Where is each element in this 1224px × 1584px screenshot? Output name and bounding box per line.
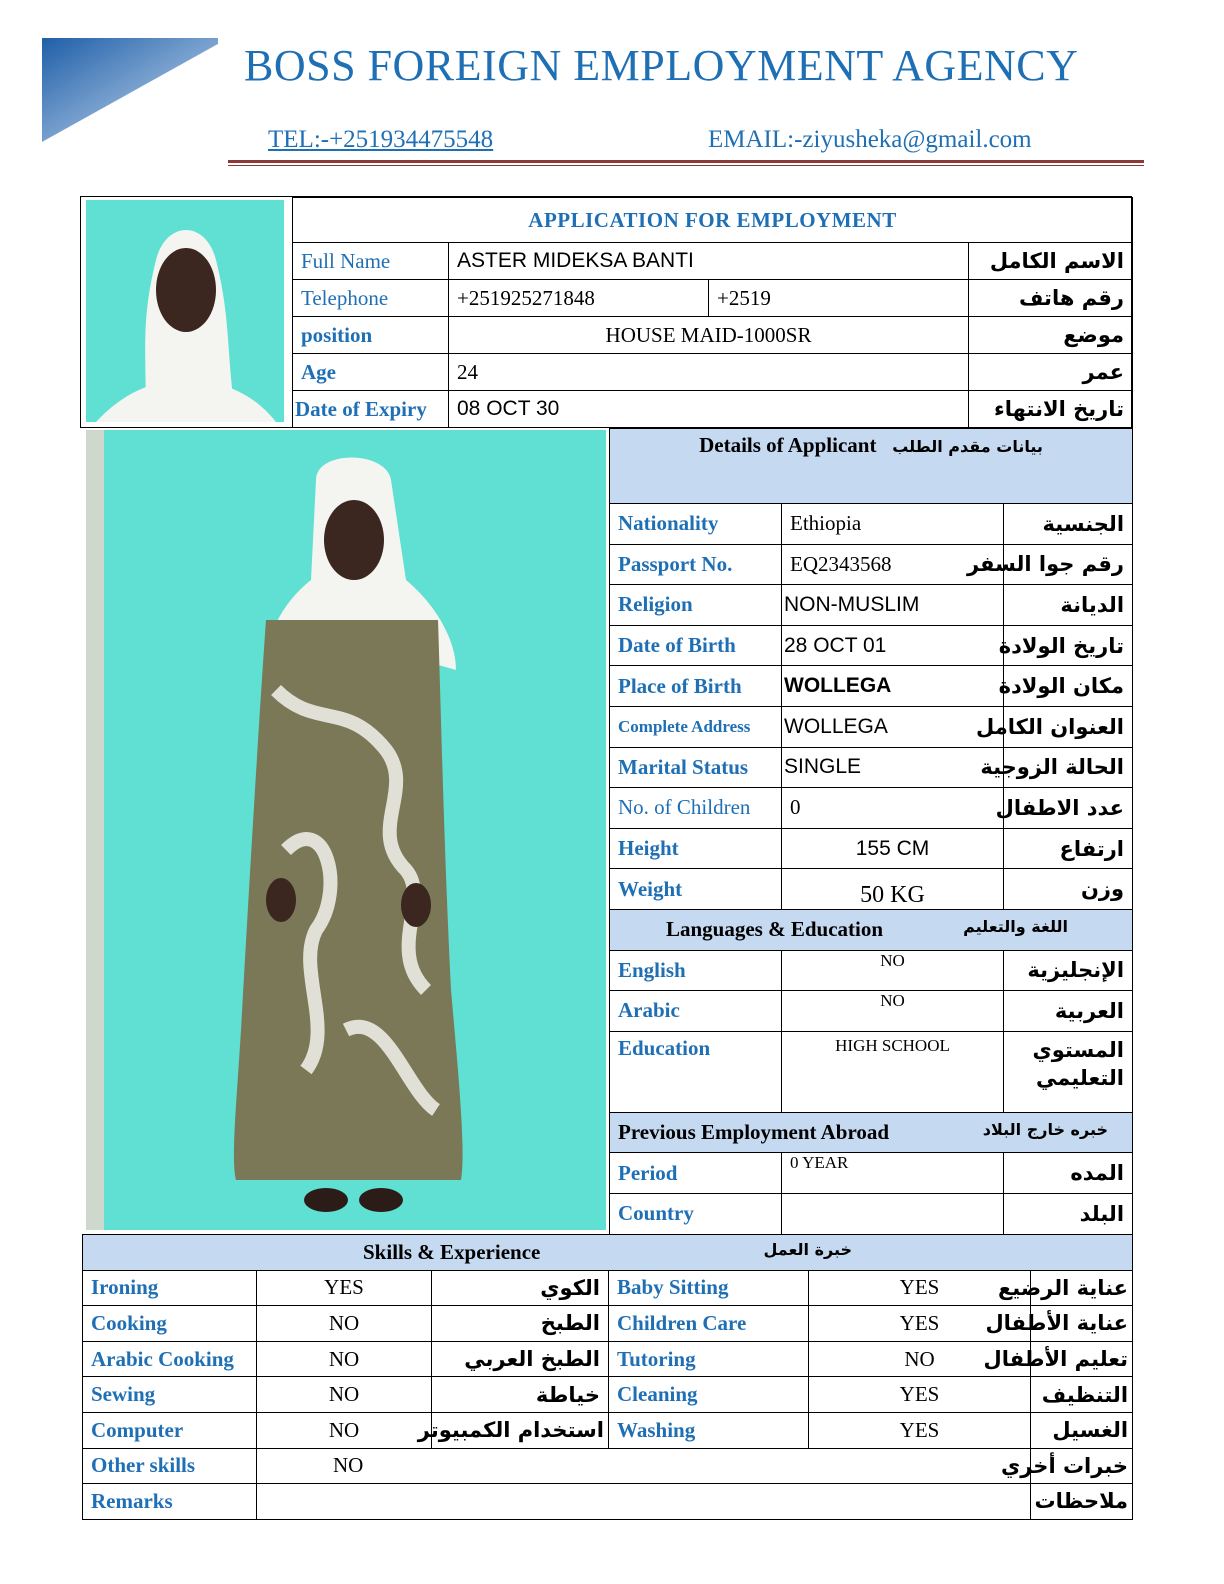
previous-value: 0 YEAR <box>782 1153 1004 1194</box>
previous-row-country <box>610 1193 1133 1234</box>
header-rule-thin <box>228 165 1144 166</box>
detail-label: Height <box>610 828 782 869</box>
detail-row-passport <box>610 544 1133 585</box>
agency-name: BOSS FOREIGN EMPLOYMENT AGENCY <box>244 41 1079 90</box>
detail-row-weight <box>610 869 1133 910</box>
application-title: APPLICATION FOR EMPLOYMENT <box>293 198 1133 243</box>
skill-arabic: استخدام الكمبيوتر <box>432 1412 609 1448</box>
skill-value: YES <box>257 1270 432 1306</box>
detail-label: Passport No. <box>610 544 782 585</box>
skill-arabic: الطبخ العربي <box>432 1341 609 1377</box>
skill-arabic: عناية الأطفال <box>1031 1306 1133 1342</box>
skill-value: NO <box>809 1341 1031 1377</box>
skill-label: Tutoring <box>609 1341 809 1377</box>
education-arabic: المستوي التعليمي <box>1004 1031 1133 1112</box>
skill-label: Arabic Cooking <box>83 1341 257 1377</box>
telephone-arabic: رقم هاتف <box>969 280 1133 317</box>
details-header-arabic: بيانات مقدم الطلب <box>892 437 1043 456</box>
full-name-value: ASTER MIDEKSA BANTI <box>449 243 969 280</box>
detail-label: Date of Birth <box>610 625 782 666</box>
agency-email[interactable]: EMAIL:-ziyusheka@gmail.com <box>708 126 1032 153</box>
detail-label: Complete Address <box>610 706 782 747</box>
full-name-arabic: الاسم الكامل <box>969 243 1133 280</box>
other-skills-label: Other skills <box>83 1448 257 1484</box>
remarks-row <box>83 1484 1133 1520</box>
detail-row-height <box>610 828 1133 869</box>
skills-table <box>82 1234 1133 1520</box>
skill-value: YES <box>809 1377 1031 1413</box>
skills-header-arabic: خبرة العمل <box>763 1239 853 1259</box>
previous-header <box>610 1112 1133 1153</box>
detail-value: 50 KG <box>782 869 1004 910</box>
skill-arabic: تعليم الأطفال <box>1031 1341 1133 1377</box>
detail-arabic: الحالة الزوجية <box>1004 747 1133 788</box>
previous-label: Period <box>610 1153 782 1194</box>
previous-value <box>782 1193 1004 1234</box>
skill-label: Washing <box>609 1412 809 1448</box>
detail-row-dob <box>610 625 1133 666</box>
remarks-value <box>257 1484 1031 1520</box>
telephone-value-2: +2519 <box>709 280 969 317</box>
detail-arabic: تاريخ الولادة <box>1004 625 1133 666</box>
previous-row-period <box>610 1153 1133 1194</box>
detail-arabic: العنوان الكامل <box>1004 706 1133 747</box>
detail-row-religion <box>610 585 1133 626</box>
applicant-headshot-photo <box>86 200 284 422</box>
details-header-text: Details of Applicant <box>699 433 877 457</box>
detail-arabic: وزن <box>1004 869 1133 910</box>
skill-row <box>83 1341 1133 1377</box>
age-value: 24 <box>449 354 969 391</box>
detail-arabic: رقم جوا السفر <box>1004 544 1133 585</box>
position-arabic: موضع <box>969 317 1133 354</box>
detail-label: Nationality <box>610 504 782 545</box>
agency-logo <box>42 38 218 142</box>
previous-arabic: المده <box>1004 1153 1133 1194</box>
skill-label: Children Care <box>609 1306 809 1342</box>
applicant-full-body-photo <box>86 430 606 1230</box>
skill-arabic: خياطة <box>432 1377 609 1413</box>
header-rule <box>228 160 1144 163</box>
education-value: HIGH SCHOOL <box>782 1031 1004 1112</box>
previous-label: Country <box>610 1193 782 1234</box>
detail-value: EQ2343568 <box>782 544 1004 585</box>
skill-row <box>83 1270 1133 1306</box>
detail-value: WOLLEGA <box>782 706 1004 747</box>
skill-label: Cooking <box>83 1306 257 1342</box>
previous-arabic: البلد <box>1004 1193 1133 1234</box>
language-label: English <box>610 950 782 991</box>
skill-label: Baby Sitting <box>609 1270 809 1306</box>
previous-header-arabic: خبره خارج البلاد <box>982 1120 1109 1140</box>
telephone-value: +251925271848 <box>449 280 709 317</box>
skill-value: NO <box>257 1306 432 1342</box>
language-value: NO <box>782 991 1004 1032</box>
detail-label: Marital Status <box>610 747 782 788</box>
skill-label: Sewing <box>83 1377 257 1413</box>
languages-header <box>610 909 1133 950</box>
remarks-arabic: ملاحظات <box>1031 1484 1133 1520</box>
skill-row <box>83 1412 1133 1448</box>
details-header <box>610 429 1133 504</box>
detail-label: Weight <box>610 869 782 910</box>
language-row-arabic <box>610 991 1133 1032</box>
detail-label: Place of Birth <box>610 666 782 707</box>
skill-value: YES <box>809 1270 1031 1306</box>
detail-arabic: ارتفاع <box>1004 828 1133 869</box>
detail-row-address <box>610 706 1133 747</box>
age-arabic: عمر <box>969 354 1133 391</box>
telephone-label: Telephone <box>293 280 449 317</box>
skills-header <box>83 1235 1133 1271</box>
skill-label: Computer <box>83 1412 257 1448</box>
skill-row <box>83 1306 1133 1342</box>
detail-value: NON-MUSLIM <box>782 585 1004 626</box>
skill-arabic: الطبخ <box>432 1306 609 1342</box>
previous-header-text: Previous Employment Abroad <box>618 1120 890 1145</box>
detail-value: 155 CM <box>782 828 1004 869</box>
skills-header-text: Skills & Experience <box>363 1239 541 1264</box>
skill-label: Cleaning <box>609 1377 809 1413</box>
age-label: Age <box>293 354 449 391</box>
expiry-value: 08 OCT 30 <box>449 391 969 428</box>
language-arabic: الإنجليزية <box>1004 950 1133 991</box>
language-value: NO <box>782 950 1004 991</box>
languages-header-arabic: اللغة والتعليم <box>963 917 1069 937</box>
detail-label: No. of Children <box>610 788 782 829</box>
education-row <box>610 1031 1133 1112</box>
agency-telephone[interactable]: TEL:-+251934475548 <box>268 126 494 153</box>
detail-arabic: مكان الولادة <box>1004 666 1133 707</box>
detail-label: Religion <box>610 585 782 626</box>
detail-row-marital <box>610 747 1133 788</box>
skill-row <box>83 1377 1133 1413</box>
full-name-label: Full Name <box>293 243 449 280</box>
detail-arabic: الجنسية <box>1004 504 1133 545</box>
skill-value: YES <box>809 1306 1031 1342</box>
detail-row-children <box>610 788 1133 829</box>
top-info-table <box>292 197 1133 428</box>
skill-arabic: الغسيل <box>1031 1412 1133 1448</box>
skill-value: NO <box>257 1341 432 1377</box>
remarks-label: Remarks <box>83 1484 257 1520</box>
skill-value: NO <box>257 1412 432 1448</box>
other-skills-value: NO <box>257 1448 1031 1484</box>
other-skills-arabic: خبرات أخري <box>1031 1448 1133 1484</box>
skill-arabic: التنظيف <box>1031 1377 1133 1413</box>
detail-value: Ethiopia <box>782 504 1004 545</box>
detail-value: WOLLEGA <box>782 666 1004 707</box>
detail-arabic: الديانة <box>1004 585 1133 626</box>
detail-value: 0 <box>782 788 1004 829</box>
skill-arabic: عناية الرضيع <box>1031 1270 1133 1306</box>
position-value: HOUSE MAID-1000SR <box>449 317 969 354</box>
skill-value: NO <box>257 1377 432 1413</box>
skill-arabic: الكوي <box>432 1270 609 1306</box>
expiry-label: Date of Expiry <box>293 391 449 428</box>
detail-row-pob <box>610 666 1133 707</box>
language-arabic: العربية <box>1004 991 1133 1032</box>
skill-value: YES <box>809 1412 1031 1448</box>
detail-row-nationality <box>610 504 1133 545</box>
education-label: Education <box>610 1031 782 1112</box>
detail-arabic: عدد الاطفال <box>1004 788 1133 829</box>
expiry-arabic: تاريخ الانتهاء <box>969 391 1133 428</box>
details-table <box>609 428 1133 1235</box>
detail-value: SINGLE <box>782 747 1004 788</box>
skill-label: Ironing <box>83 1270 257 1306</box>
other-skills-row <box>83 1448 1133 1484</box>
detail-value: 28 OCT 01 <box>782 625 1004 666</box>
language-label: Arabic <box>610 991 782 1032</box>
position-label: position <box>293 317 449 354</box>
languages-header-text: Languages & Education <box>666 917 884 942</box>
language-row-english <box>610 950 1133 991</box>
